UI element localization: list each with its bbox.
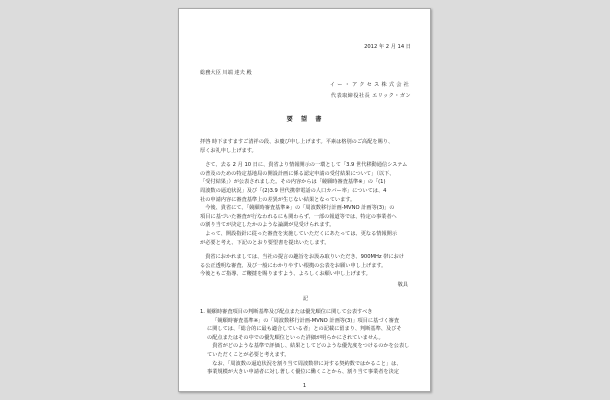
sender-representative: 代表取締役社長 エリック・ガン bbox=[330, 93, 411, 99]
letter-closing: 敬具 bbox=[397, 281, 408, 288]
sender-company: イー・アクセス株式会社 bbox=[329, 82, 411, 88]
item-line-3: の配点またはその中での優先順位といった詳細が明らかにされていません。 bbox=[207, 334, 384, 341]
document-page bbox=[178, 8, 431, 392]
page-number: 1 bbox=[302, 383, 307, 389]
letter-title: 要 望 書 bbox=[286, 116, 325, 123]
greeting-line-1: 拝啓 時下ますますご清祥の段、お慶び申し上げます。平素は格別のご高配を賜り、 bbox=[200, 139, 394, 145]
greeting-paragraph bbox=[200, 138, 411, 155]
item-line-5: ていただくことが必要と考えます。 bbox=[207, 352, 290, 359]
body-line-6: 今後、貴省にて、「競願時審査基準※」の「周波数移行計画-MVNO 計画等(3)」の bbox=[205, 205, 395, 212]
greeting-line-2: 厚くお礼申し上げます。 bbox=[200, 147, 257, 154]
body-line-4: 周波数の逼迫状況」及び「(2)3.9 世代携帯電話の人口カバー率」については、4 bbox=[200, 187, 387, 194]
item-line-6: なお、「周波数の逼迫状況を割り当て周波数帯に対する契約数ではかること」は、 bbox=[212, 360, 402, 367]
request-line-2: る公正透明な審査、及び一般にわかりやすい根拠の公表をお願い申し上げます。 bbox=[200, 262, 387, 269]
note-heading: 記 bbox=[302, 295, 309, 302]
item-line-1: 「競願時審査基準※」の「周波数移行計画-MVNO 計画等(3)」項目に基づく審査 bbox=[212, 317, 400, 324]
item-line-4: 貴省がどのような基準で評価し、結果としてどのような優先度をつけるのかを公表し bbox=[212, 343, 410, 350]
request-line-3: 今後ともご指導、ご鞭撻を賜りますよう、よろしくお願い申し上げます。 bbox=[200, 271, 371, 278]
item-line-7: 事業規模が大きい申請者に対し著しく優位に働くことから、割り当て事業者を決定 bbox=[207, 369, 399, 376]
body-line-10: が必要と考え、下記のとおり要望書を提出いたします。 bbox=[200, 239, 330, 246]
item-line-2: に関しては、「総合的に最も適合している者」との記載に留まり、判断基準、及びそ bbox=[207, 326, 402, 333]
body-paragraphs bbox=[200, 161, 411, 247]
item-body bbox=[200, 317, 411, 377]
letter-addressee: 総務大臣 川端 達夫 殿 bbox=[200, 70, 252, 76]
body-line-1: さて、去る 2 月 10 日に、貴省より情報開示の一環として「3.9 世代移動通信システム bbox=[205, 162, 408, 169]
request-line-1: 貴省におかれましては、当社の提言の趣旨をお汲み取りいただき、900MHz 帯におけ bbox=[205, 254, 405, 261]
letter-content bbox=[200, 43, 411, 377]
item-heading: 1. 競願時審査項目の判断基準及び配点または優先順位に関して公表すべき bbox=[200, 309, 373, 316]
body-line-9: よって、開設指針に従った審査を実施していただくにあたっては、更なる情報開示 bbox=[205, 230, 398, 237]
body-line-7: 項目に基づいた審査が行なわれるにも関わらず、一部の報道等では、特定の事業者へ bbox=[200, 213, 397, 220]
body-line-3: 「受付結果」）が公表されました。その内容からは「競願時審査基準※」の「(1) bbox=[200, 179, 386, 186]
letter-date: 2012 年 2 月 14 日 bbox=[364, 44, 411, 50]
body-line-5: 社の申請内容に審査基準上の差異が生じない結果となっています。 bbox=[200, 196, 356, 203]
body-line-8: の割り当てが決定したかのような論調が見受けられます。 bbox=[200, 222, 335, 229]
request-paragraph bbox=[200, 253, 411, 279]
body-line-2: の普及のための特定基地局の開設計画に係る認定申請の受付結果について」（以下、 bbox=[200, 170, 395, 177]
request-item-1 bbox=[200, 308, 411, 377]
